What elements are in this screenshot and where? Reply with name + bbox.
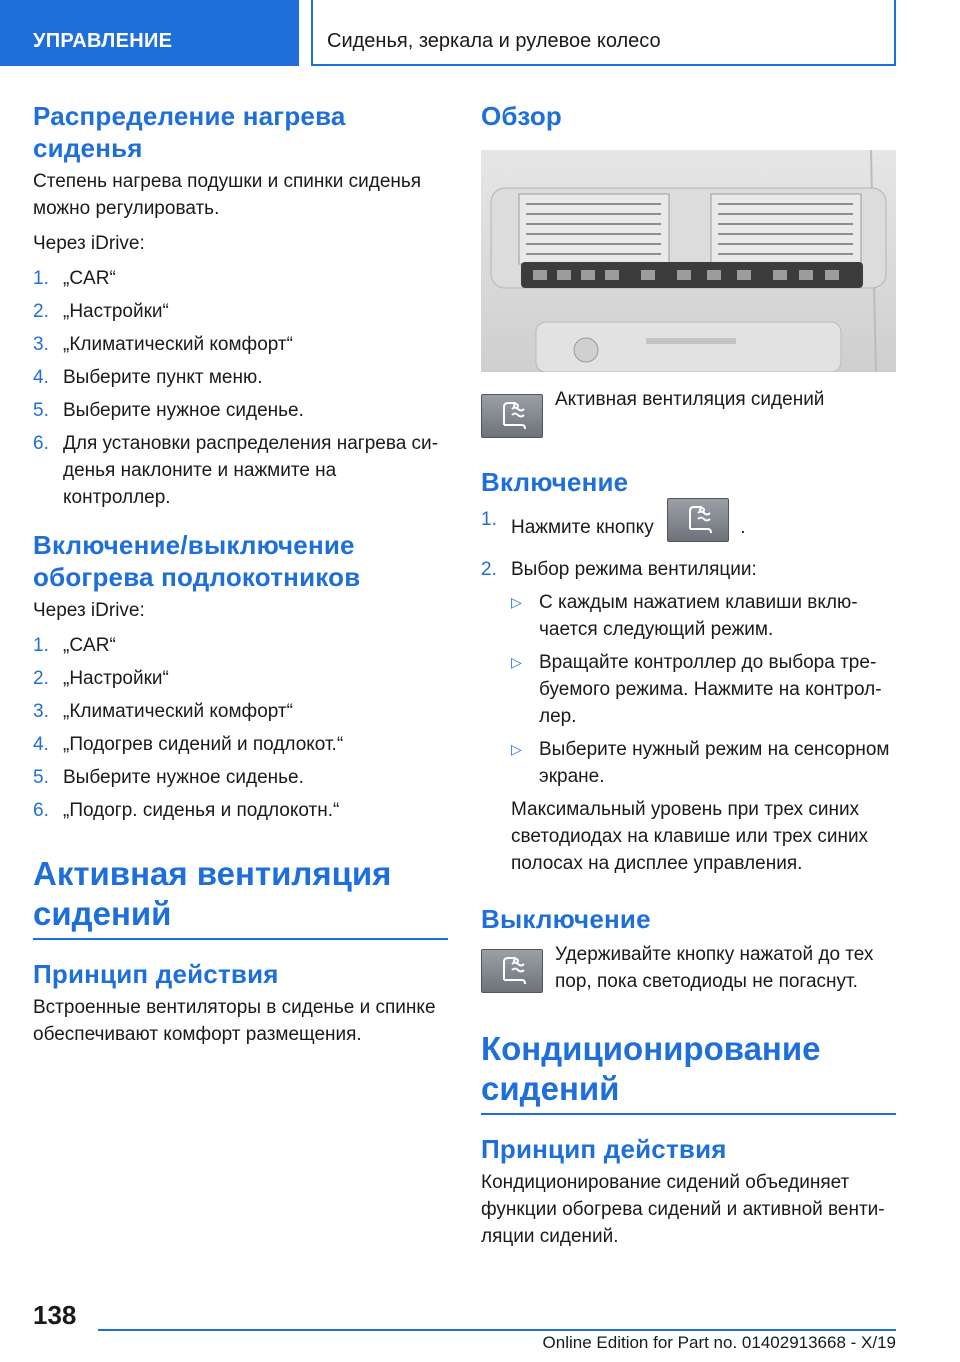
bullet-triangle-icon: ▷ xyxy=(511,594,522,610)
heating-distribution-via: Через iDrive: xyxy=(33,233,145,254)
list-number: 4. xyxy=(33,367,49,388)
ventilation-principle-text: Встроенные вентиляторы в сиденье и спинке обеспечивают комфорт размещения. xyxy=(33,997,436,1045)
list-item xyxy=(511,589,896,643)
left-column xyxy=(33,100,448,1048)
list-number: 6. xyxy=(33,433,49,454)
step1-end: . xyxy=(740,517,746,539)
list-item xyxy=(33,698,448,725)
list-text: Выберите нужный режим на сенсорном экране. xyxy=(539,739,890,787)
step1-text: Нажмите кнопку xyxy=(511,517,654,539)
list-text: „Настройки“ xyxy=(63,301,169,322)
list-number: 3. xyxy=(33,334,49,355)
list-number: 5. xyxy=(33,767,49,788)
list-item xyxy=(33,731,448,758)
max-level-text: Максимальный уровень при трех синих светодиодах на клавише или трех синих полосах на дисплее управления. xyxy=(511,799,869,874)
heading-seat-conditioning: Кондиционирование сидений xyxy=(481,1029,896,1115)
list-number: 3. xyxy=(33,701,49,722)
list-text: Выбор режима вентиляции: xyxy=(511,559,757,580)
list-number: 2. xyxy=(33,301,49,322)
heading-active-ventilation: Активная вентиляция сидений xyxy=(33,854,448,940)
list-number: 1. xyxy=(33,268,49,289)
list-item xyxy=(33,298,448,325)
armrest-steps xyxy=(33,632,448,824)
heading-switch-off: Выключение xyxy=(481,904,651,934)
seat-ventilation-button-icon xyxy=(667,498,729,542)
mode-bullets xyxy=(481,589,896,790)
overview-icon-caption: Активная вентиляция сидений xyxy=(555,389,825,410)
list-text: „Климатический комфорт“ xyxy=(63,334,293,355)
list-item xyxy=(481,506,896,550)
list-number: 5. xyxy=(33,400,49,421)
list-number: 2. xyxy=(481,559,497,580)
climate-panel-illustration xyxy=(481,150,896,372)
list-number: 1. xyxy=(481,509,497,530)
list-number: 4. xyxy=(33,734,49,755)
list-item xyxy=(33,397,448,424)
heading-overview: Обзор xyxy=(481,101,562,131)
seat-ventilation-button-icon xyxy=(481,949,543,993)
heating-distribution-intro: Степень нагрева подушки и спинки сиденья можно регулировать. xyxy=(33,171,422,219)
armrest-via: Через iDrive: xyxy=(33,600,145,621)
seat-ventilation-button-icon xyxy=(481,394,543,438)
list-item xyxy=(481,556,896,583)
heading-switch-on: Включение xyxy=(481,467,629,497)
heading-conditioning-principle: Принцип действия xyxy=(481,1134,727,1164)
list-text: Вращайте контроллер до выбора требуемого режима. Нажмите на контроллер. xyxy=(539,652,882,727)
list-text: „CAR“ xyxy=(63,635,116,656)
climate-panel-photo xyxy=(481,150,896,372)
list-item xyxy=(33,364,448,391)
list-text xyxy=(511,506,896,550)
list-text: С каждым нажатием клавиши включается следующий режим. xyxy=(539,592,858,640)
list-item xyxy=(33,797,448,824)
list-item xyxy=(511,736,896,790)
list-text: Выберите нужное сиденье. xyxy=(63,400,304,421)
list-text: „Климатический комфорт“ xyxy=(63,701,293,722)
list-text: „Подогрев сидений и подлокот.“ xyxy=(63,734,344,755)
list-item xyxy=(33,665,448,692)
page-header xyxy=(0,0,960,66)
switch-off-row xyxy=(481,941,896,995)
list-text: Выберите нужное сиденье. xyxy=(63,767,304,788)
list-item xyxy=(33,764,448,791)
switch-on-steps xyxy=(481,506,896,583)
list-text: Для установки распределения нагрева сиденья наклоните и нажмите на контроллер. xyxy=(63,433,439,508)
list-item xyxy=(33,632,448,659)
list-item xyxy=(33,331,448,358)
list-text: „Подогр. сиденья и подлокотн.“ xyxy=(63,800,340,821)
list-item xyxy=(33,430,448,511)
switch-off-text: Удерживайте кнопку нажатой до тех пор, пока светодиоды не погаснут. xyxy=(555,944,874,992)
heading-ventilation-principle: Принцип действия xyxy=(33,959,279,989)
bullet-triangle-icon: ▷ xyxy=(511,654,522,670)
list-item xyxy=(511,649,896,730)
footer-edition: Online Edition for Part no. 01402913668 - X/19 xyxy=(542,1333,896,1352)
heading-heating-distribution: Распределение нагрева сиденья xyxy=(33,101,346,163)
chapter-title: Сиденья, зеркала и рулевое колесо xyxy=(311,0,896,66)
list-text: Выберите пункт меню. xyxy=(63,367,263,388)
overview-icon-row xyxy=(481,386,896,438)
list-text: „CAR“ xyxy=(63,268,116,289)
list-number: 1. xyxy=(33,635,49,656)
heading-armrest-heating: Включение/выключение обогрева подлокотников xyxy=(33,530,361,592)
list-item xyxy=(33,265,448,292)
heating-distribution-steps xyxy=(33,265,448,511)
right-column xyxy=(481,100,896,1250)
list-number: 2. xyxy=(33,668,49,689)
page-number: 138 xyxy=(33,1300,77,1330)
list-number: 6. xyxy=(33,800,49,821)
bullet-triangle-icon: ▷ xyxy=(511,741,522,757)
footer-divider xyxy=(98,1329,896,1331)
section-tab: УПРАВЛЕНИЕ xyxy=(0,0,299,66)
conditioning-principle-text: Кондиционирование сидений объединяет функции обогрева сидений и активной вентиляции сидений. xyxy=(481,1172,885,1247)
list-text: „Настройки“ xyxy=(63,668,169,689)
